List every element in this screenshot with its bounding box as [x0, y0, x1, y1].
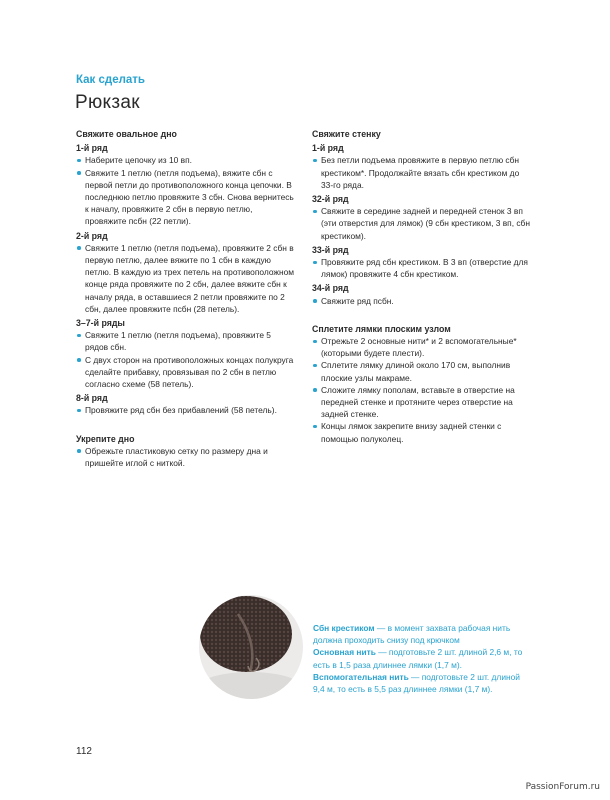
list-row-32: [312, 205, 532, 242]
section-title-straps: Сплетите лямки плоским узлом: [312, 323, 451, 334]
list-item: Свяжите в середине задней и передней стенок 3 вп (эти отверстия для лямок) (9 сбн крестиком, 3 вп, сбн крестиком).: [312, 205, 532, 242]
row-title-1: 1-й ряд: [312, 143, 344, 154]
list-item: Наберите цепочку из 10 вп.: [76, 154, 296, 166]
row-title-2: 2-й ряд: [76, 230, 108, 241]
list-item: Свяжите 1 петлю (петля подъема), провяжите 5 рядов сбн.: [76, 329, 296, 353]
list-item: Концы лямок закрепите внизу задней стенки с помощью полуколец.: [312, 420, 532, 444]
list-straps: [312, 335, 532, 445]
right-column: [312, 128, 532, 445]
term-1-def: — в момент захвата рабочая нить должна проходить снизу под крючком: [313, 623, 511, 646]
list-item: Провяжите ряд сбн крестиком. В 3 вп (отверстие для лямок) провяжите 4 сбн крестиком.: [312, 256, 532, 280]
row-title-8: 8-й ряд: [76, 393, 108, 404]
list-item: Провяжите ряд сбн без прибавлений (58 петель).: [76, 404, 296, 416]
left-column: [76, 128, 296, 469]
list-row-8: [76, 404, 296, 416]
list-item: Отрежьте 2 основные нити* и 2 вспомогательные* (которыми будете плести).: [312, 335, 532, 359]
row-title-34: 34-й ряд: [312, 283, 349, 294]
page-number: 112: [76, 746, 92, 757]
list-row-2: [76, 242, 296, 315]
term-2: [313, 646, 523, 670]
term-3-def: — подготовьте 2 шт. длиной 9,4 м, то есть в 5,5 раз длиннее лямки (1,7 м).: [313, 671, 520, 695]
section-kicker: Как сделать: [76, 74, 145, 86]
list-item: Свяжите 1 петлю (петля подъема), провяжите 2 сбн в первую петлю, далее вяжите по 1 сбн в каждую петлю. В каждую из трех петель на противоположном конце ряда провяжите по 2 сбн, далее вяжите сбн к началу ряда, в оставшиеся 2 петли провяжите по 2 сбн, далее провяжите псбн (28 петель).: [76, 242, 296, 315]
term-1: [313, 622, 523, 646]
section-title-bottom: Свяжите овальное дно: [76, 129, 177, 139]
row-title-3-7: 3–7-й ряды: [76, 318, 125, 329]
row-title-32: 32-й ряд: [312, 194, 349, 205]
term-1-name: Сбн крестиком: [313, 623, 375, 633]
list-item: Сложите лямку пополам, вставьте в отверстие на передней стенке и протяните через отверстие на задней стенке.: [312, 384, 532, 421]
term-3-name: Вспомогательная нить: [313, 671, 409, 682]
list-item: Без петли подъема провяжите в первую петлю сбн крестиком*. Продолжайте вязать сбн крестиком до 33-го ряда.: [312, 154, 532, 191]
term-2-name: Основная нить: [313, 647, 376, 658]
list-row-1: [76, 154, 296, 227]
section-title-wall: Свяжите стенку: [312, 129, 381, 139]
row-title-33: 33-й ряд: [312, 244, 349, 255]
list-row-3-7: [76, 329, 296, 390]
crochet-bag-photo: [198, 594, 304, 700]
page-title: Рюкзак: [75, 92, 140, 113]
list-item: Сплетите лямку длиной около 170 см, выполнив плоские узлы макраме.: [312, 359, 532, 383]
term-2-def: — подготовьте 2 шт. длиной 2,6 м, то есть в 1,5 раза длиннее лямки (1,7 м).: [313, 647, 523, 670]
list-row-33: [312, 256, 532, 280]
list-wall-row-1: [312, 154, 532, 191]
list-row-34: [312, 295, 532, 307]
list-item: Обрежьте пластиковую сетку по размеру дна и пришейте иглой с ниткой.: [76, 445, 296, 469]
list-item: С двух сторон на противоположных концах полукруга сделайте прибавку, провязывая по 2 сбн в петлю согласно схеме (58 петель).: [76, 354, 296, 391]
list-reinforce: [76, 445, 296, 469]
term-3: [313, 671, 523, 695]
section-title-reinforce: Укрепите дно: [76, 433, 135, 444]
watermark: PassionForum.ru: [525, 782, 600, 792]
list-item: Свяжите 1 петлю (петля подъема), вяжите сбн с первой петли до противоположного конца цепочки. В последнюю петлю провяжите 3 сбн. Снова вернитесь к началу, провяжите 2 сбн в первую петлю, провяжите псбн (22 петли).: [76, 167, 296, 228]
row-title-1: 1-й ряд: [76, 143, 108, 154]
list-item: Свяжите ряд псбн.: [312, 295, 532, 307]
terms-legend: [313, 622, 523, 695]
